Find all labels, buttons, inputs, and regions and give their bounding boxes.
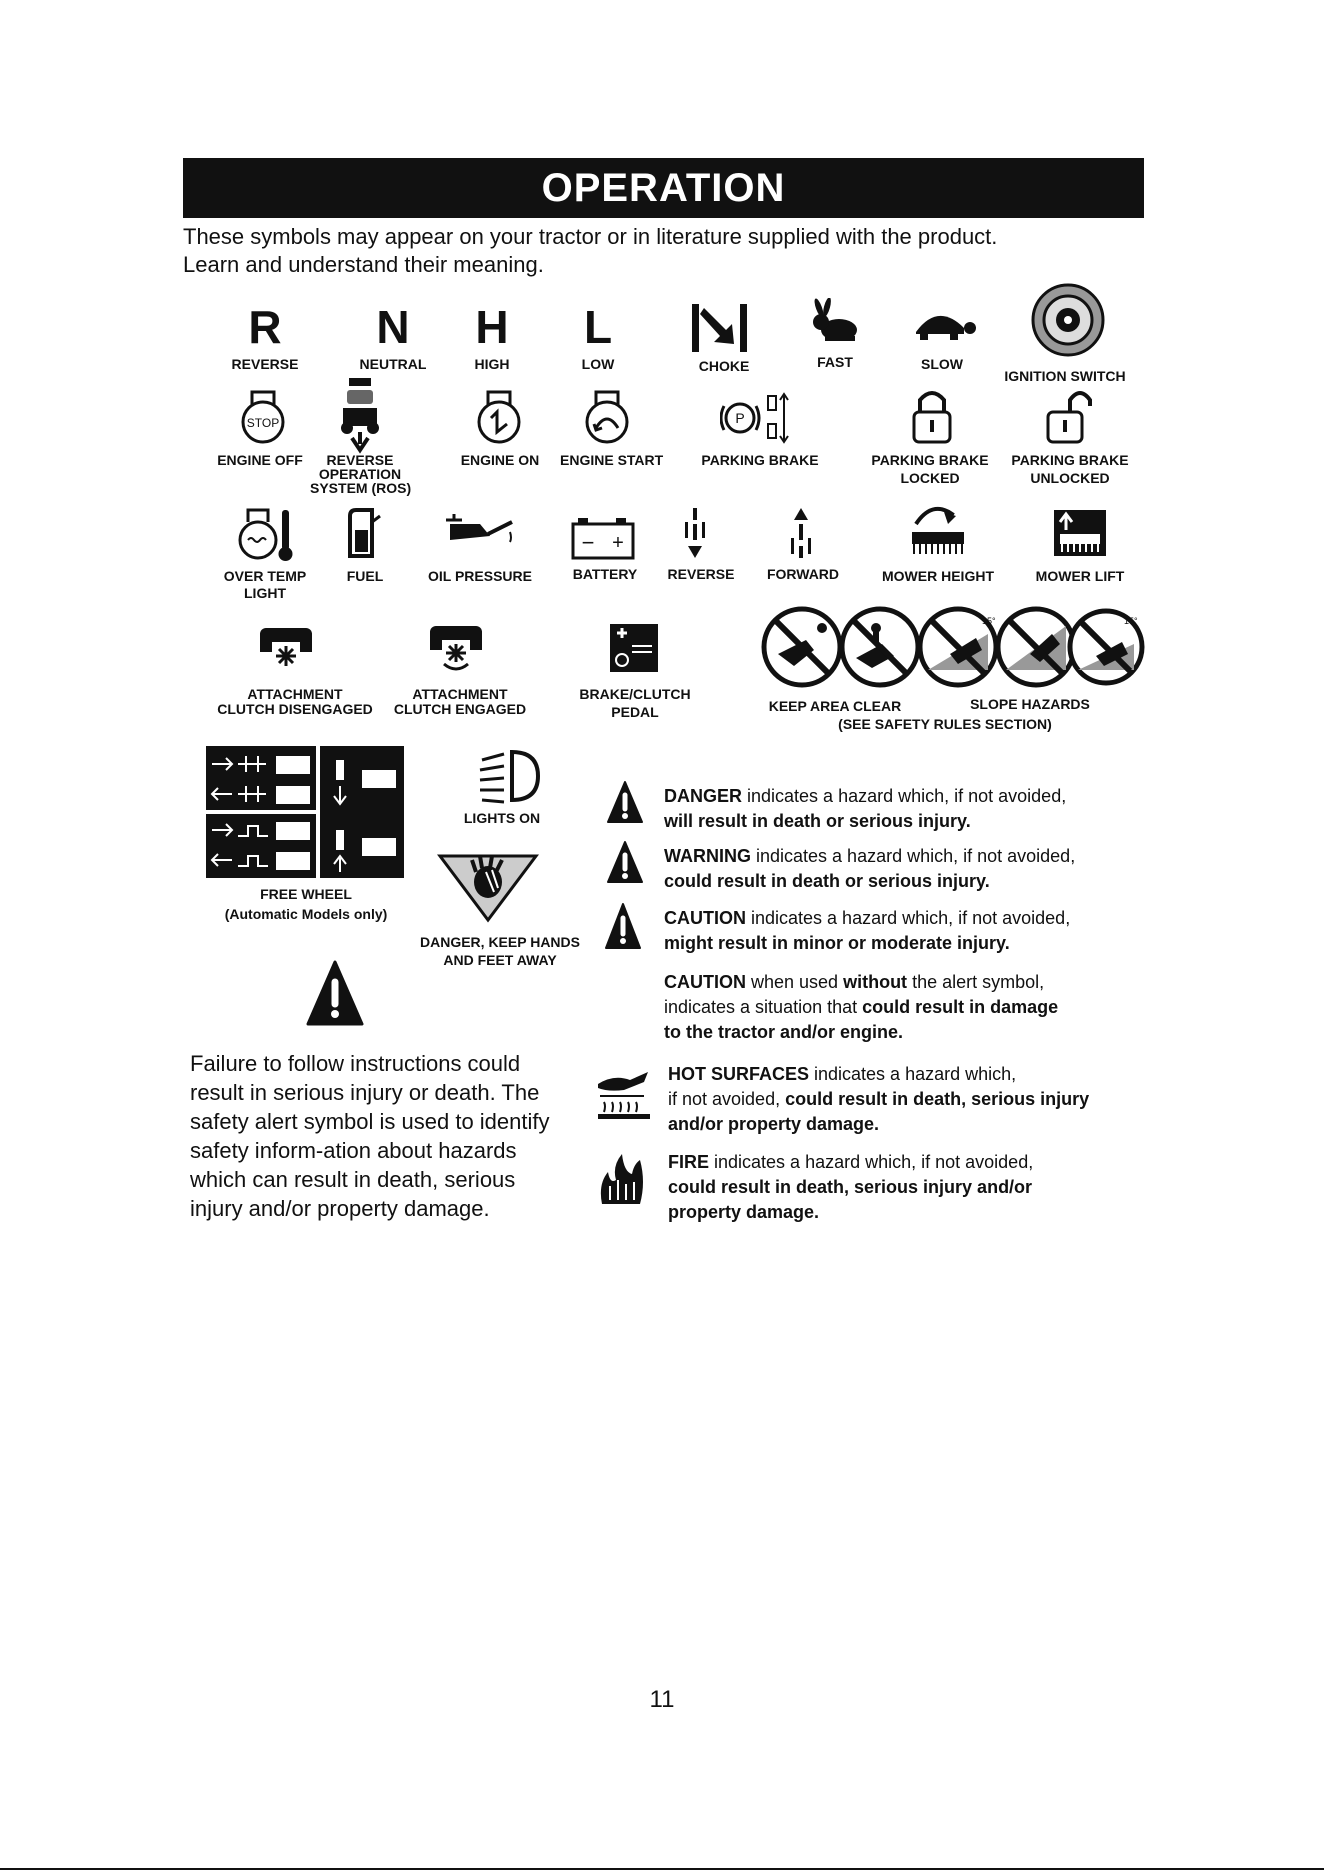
over-temp-label-2: LIGHT <box>244 585 286 601</box>
danger-word: DANGER <box>664 786 743 806</box>
safety-alert-paragraph: Failure to follow instructions could result in serious injury or death. The safety alert symbol is used to identify safety inform-ation about hazards which can result in death, serious injury and/or property damage. <box>190 1051 550 1221</box>
caution-desc: indicates a hazard which, if not avoided, <box>746 908 1071 928</box>
engine-start-icon <box>584 388 630 444</box>
hot-surface-icon <box>594 1066 654 1122</box>
caution-word: CAUTION <box>664 908 746 928</box>
free-wheel-label-1: FREE WHEEL <box>260 886 352 902</box>
padlock-unlocked-icon <box>1044 388 1094 444</box>
caution-alert-icon <box>604 902 642 952</box>
caution2-word: CAUTION <box>664 972 746 992</box>
danger-alert-icon <box>606 780 644 824</box>
page-bottom-rule <box>0 1868 1324 1870</box>
safety-alert-symbol-icon <box>306 960 364 1026</box>
hot-word: HOT SURFACES <box>668 1064 810 1084</box>
fire-desc: indicates a hazard which, if not avoided, <box>709 1152 1034 1172</box>
ignition-switch-icon <box>1030 282 1106 358</box>
slow-label: SLOW <box>921 356 963 372</box>
fuel-pump-icon <box>344 506 388 558</box>
caution2-without: without <box>843 972 908 992</box>
slope-degree-1: 15° <box>982 616 996 626</box>
mower-lift-icon <box>1052 508 1108 558</box>
battery-icon <box>570 516 636 560</box>
warning-consequence: could result in death or serious injury. <box>664 871 990 891</box>
keep-hands-label-1: DANGER, KEEP HANDS <box>420 934 580 950</box>
low-gear-letter: L <box>583 301 613 353</box>
clutch-engaged-icon <box>428 622 484 674</box>
clutch-disengaged-label-1: ATTACHMENT <box>247 686 343 702</box>
ros-label-1: REVERSE <box>326 452 394 468</box>
caution2-line2b: could result in damage <box>862 997 1059 1017</box>
choke-icon <box>690 300 750 356</box>
warning-alert-icon <box>606 840 644 884</box>
caution2-t2: the alert symbol, <box>907 972 1045 992</box>
engine-off-label: ENGINE OFF <box>217 452 303 468</box>
hot-line2a: if not avoided, <box>668 1089 786 1109</box>
section-title: OPERATION <box>183 158 1144 218</box>
turtle-slow-icon <box>908 300 978 344</box>
oil-pressure-label: OIL PRESSURE <box>428 568 532 584</box>
high-label: HIGH <box>474 356 510 372</box>
forward-label: FORWARD <box>766 566 840 582</box>
brake-clutch-label-1: BRAKE/CLUTCH <box>579 686 691 702</box>
page-number: 11 <box>649 1686 675 1713</box>
reverse-direction-label: REVERSE <box>667 566 735 582</box>
danger-text <box>664 784 1184 834</box>
engine-off-icon <box>240 388 286 444</box>
neutral-gear-letter: N <box>376 301 410 353</box>
forward-arrow-icon <box>786 506 816 560</box>
mower-height-label: MOWER HEIGHT <box>882 568 994 584</box>
intro-line-2: Learn and understand their meaning. <box>183 252 544 277</box>
clutch-disengaged-icon <box>258 624 314 670</box>
caution2-line2a: indicates a situation that <box>664 997 863 1017</box>
brake-clutch-label-2: PEDAL <box>611 704 659 720</box>
danger-consequence: will result in death or serious injury. <box>664 811 971 831</box>
pb-locked-label-1: PARKING BRAKE <box>871 452 989 468</box>
hand-hazard-icon <box>436 852 540 924</box>
ros-label-2: OPERATION <box>318 466 402 482</box>
caution-no-symbol-text <box>664 970 1184 1045</box>
slope-hazard-icon-1 <box>920 609 996 685</box>
parking-brake-p-text: P <box>735 410 745 426</box>
parking-brake-icon <box>720 392 790 444</box>
free-wheel-label-2: (Automatic Models only) <box>224 906 388 922</box>
clutch-disengaged-label-2: CLUTCH DISENGAGED <box>217 701 373 717</box>
fuel-label: FUEL <box>346 568 384 584</box>
headlight-icon <box>474 746 544 806</box>
pb-unlocked-label-1: PARKING BRAKE <box>1011 452 1129 468</box>
fire-icon <box>596 1150 646 1208</box>
clutch-engaged-label-2: CLUTCH ENGAGED <box>393 701 527 717</box>
slope-degree-3: 15° <box>1124 616 1138 626</box>
slope-hazards-label: SLOPE HAZARDS <box>970 696 1090 712</box>
clutch-engaged-label-1: ATTACHMENT <box>412 686 508 702</box>
ignition-switch-label: IGNITION SWITCH <box>1004 368 1126 384</box>
keep-area-clear-prohibition-icon <box>764 609 840 685</box>
engine-temperature-icon <box>238 506 298 562</box>
intro-line-1: These symbols may appear on your tractor or in literature supplied with the product. <box>183 224 998 249</box>
engine-off-stop-text: STOP <box>246 416 280 430</box>
engine-on-icon <box>476 388 522 444</box>
mower-height-icon <box>908 502 968 556</box>
ros-tractor-icon <box>335 376 385 454</box>
engine-start-label: ENGINE START <box>560 452 664 468</box>
fast-label: FAST <box>817 354 853 370</box>
fire-line2: could result in death, serious injury and/or <box>668 1177 1033 1197</box>
choke-label: CHOKE <box>698 358 750 374</box>
lights-on-label: LIGHTS ON <box>463 810 541 826</box>
battery-label: BATTERY <box>572 566 638 582</box>
safety-prohibition-icons <box>760 604 1146 690</box>
hot-desc: indicates a hazard which, <box>809 1064 1017 1084</box>
hot-line2b: could result in death, serious injury <box>785 1089 1090 1109</box>
caution2-t1: when used <box>746 972 844 992</box>
ros-label-3: SYSTEM (ROS) <box>310 480 412 496</box>
pb-locked-label-2: LOCKED <box>900 470 960 486</box>
free-wheel-icon <box>206 746 404 878</box>
caution-text <box>664 906 1184 956</box>
fire-text <box>668 1150 1188 1225</box>
over-temp-label-1: OVER TEMP <box>223 568 307 584</box>
engine-on-label: ENGINE ON <box>460 452 540 468</box>
keep-area-clear-label: KEEP AREA CLEAR <box>768 698 902 714</box>
high-gear-letter: H <box>475 301 509 353</box>
warning-word: WARNING <box>664 846 751 866</box>
warning-text <box>664 844 1184 894</box>
keep-hands-label-2: AND FEET AWAY <box>443 952 557 968</box>
battery-plus-text: + <box>612 532 624 554</box>
mower-lift-label: MOWER LIFT <box>1035 568 1125 584</box>
low-label: LOW <box>581 356 615 372</box>
brake-clutch-pedal-icon <box>608 622 660 674</box>
warning-desc: indicates a hazard which, if not avoided, <box>751 846 1076 866</box>
padlock-locked-icon <box>910 388 954 444</box>
fire-line3: property damage. <box>668 1202 820 1222</box>
battery-minus-text: − <box>581 530 595 555</box>
see-safety-rules-label: (SEE SAFETY RULES SECTION) <box>838 716 1052 732</box>
rabbit-fast-icon <box>805 298 865 348</box>
parking-brake-label: PARKING BRAKE <box>701 452 819 468</box>
hot-line3: and/or property damage. <box>668 1114 880 1134</box>
oil-can-icon <box>440 510 520 554</box>
caution2-line3: to the tractor and/or engine. <box>664 1022 904 1042</box>
fire-word: FIRE <box>668 1152 710 1172</box>
neutral-label: NEUTRAL <box>359 356 427 372</box>
intro-text <box>183 223 1183 279</box>
reverse-label: REVERSE <box>231 356 299 372</box>
slope-hazard-icon-2 <box>998 609 1074 685</box>
keep-area-clear-children-icon <box>842 609 918 685</box>
danger-desc: indicates a hazard which, if not avoided, <box>742 786 1067 806</box>
pb-unlocked-label-2: UNLOCKED <box>1030 470 1110 486</box>
reverse-arrow-icon <box>680 506 710 560</box>
slope-hazard-icon-3 <box>1070 611 1142 683</box>
caution-consequence: might result in minor or moderate injury. <box>664 933 1010 953</box>
reverse-gear-letter: R <box>248 301 282 353</box>
hot-surfaces-text <box>668 1062 1188 1137</box>
